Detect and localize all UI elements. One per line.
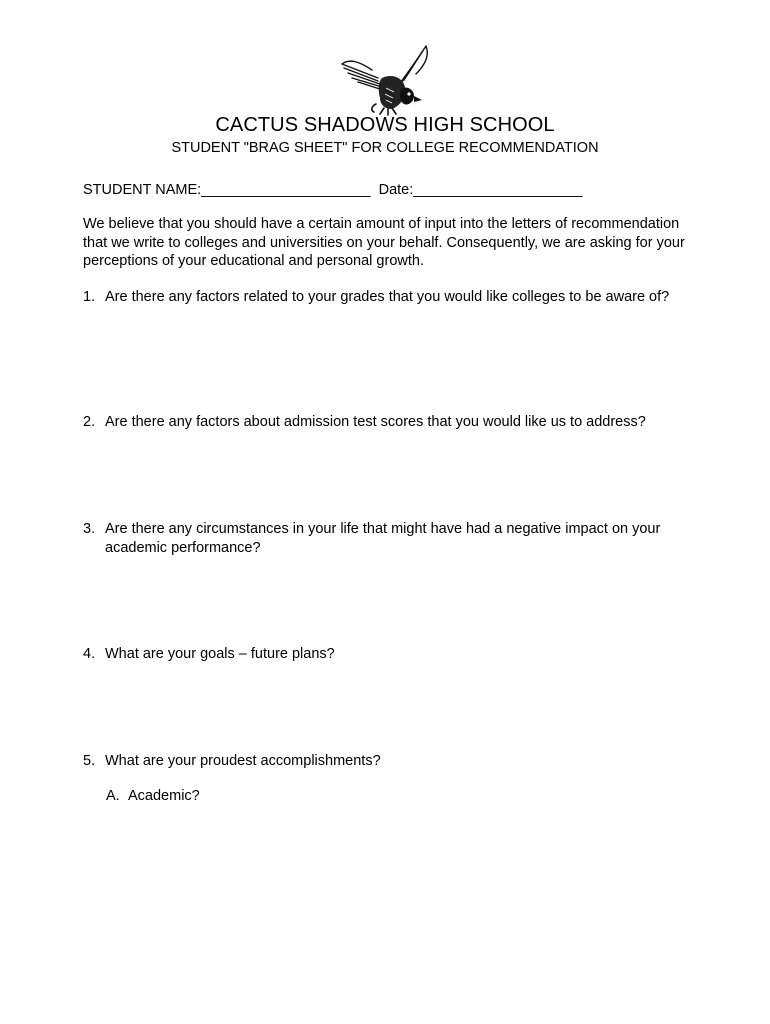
question-number: 1. bbox=[83, 289, 96, 305]
school-name: CACTUS SHADOWS HIGH SCHOOL bbox=[215, 114, 555, 136]
intro-paragraph: We believe that you should have a certain amount of input into the letters of recommendation that we write to colleges and universities on your behalf. Consequently, we are asking for your perceptions of your educational and personal growth. bbox=[83, 216, 685, 269]
question-text: Are there any circumstances in your life that might have had a negative impact on your academic performance? bbox=[105, 521, 661, 556]
form-title: STUDENT "BRAG SHEET" FOR COLLEGE RECOMMENDATION bbox=[171, 140, 599, 156]
question-text: What are your proudest accomplishments? bbox=[105, 753, 381, 769]
student-name-field[interactable]: _____________________ bbox=[201, 182, 371, 198]
student-name-label: STUDENT NAME: bbox=[83, 182, 202, 198]
question-text: Are there any factors about admission test scores that you would like us to address? bbox=[105, 414, 646, 430]
question-number: 2. bbox=[83, 414, 96, 430]
question-number: 3. bbox=[83, 521, 96, 537]
question-number: 5. bbox=[83, 753, 96, 769]
subquestion-text: Academic? bbox=[128, 788, 200, 804]
date-field[interactable]: _____________________ bbox=[413, 182, 583, 198]
subquestion-letter: A. bbox=[106, 788, 120, 804]
question-number: 4. bbox=[83, 646, 96, 662]
eagle-mascot-icon bbox=[338, 44, 434, 116]
question-text: What are your goals – future plans? bbox=[105, 646, 335, 662]
student-info-row bbox=[83, 182, 583, 198]
date-label: Date: bbox=[378, 182, 414, 198]
question-text: Are there any factors related to your grades that you would like colleges to be aware of? bbox=[105, 289, 670, 305]
